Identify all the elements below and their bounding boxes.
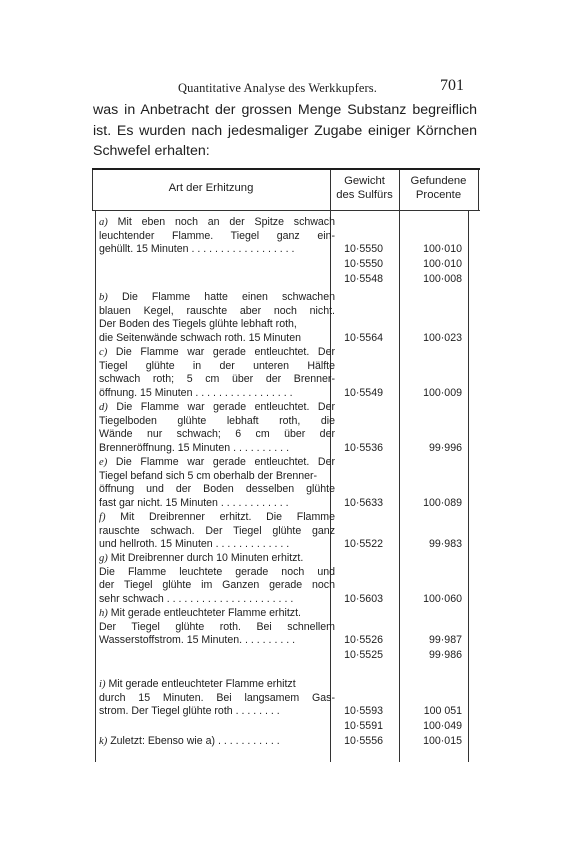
percent-value: 100·060 [423, 593, 462, 605]
row-text-line: sehr schwach . . . . . . . . . . . . . . . . . . . . . . [99, 592, 294, 605]
table-left-border-body [95, 210, 96, 762]
weight-value: 10·5522 [344, 538, 383, 550]
weight-value: 10·5550 [344, 258, 383, 270]
percent-value: 100·010 [423, 258, 462, 270]
row-text-line: und hellroth. 15 Minuten . . . . . . . . . . . . . [99, 538, 290, 551]
percent-value: 100·023 [423, 332, 462, 344]
row-text-line: schwach roth; 5 cm über der Brenner- [99, 373, 335, 386]
table-right-border [478, 170, 479, 210]
row-text: Mit Dreibrenner durch 10 Minuten erhitzt. [110, 552, 304, 564]
weight-value: 10·5564 [344, 332, 383, 344]
row-text: Mit gerade entleuchteter Flamme erhitzt [108, 678, 296, 690]
row-text: Mit gerade entleuchteter Flamme erhitzt. [110, 607, 301, 619]
weight-value: 10·5556 [344, 735, 383, 747]
row-text: Zuletzt: Ebenso wie a) . . . . . . . . . . . [110, 735, 280, 747]
intro-line: Schwefel erhalten: [93, 143, 210, 159]
column-header-weight-line1: Gewicht [344, 175, 385, 187]
percent-value: 100 051 [423, 705, 462, 717]
row-label: d) [99, 402, 108, 413]
row-label: e) [99, 457, 108, 468]
row-text-line: Wände nur schwach; 6 cm über der [99, 428, 335, 441]
row-text-line: rauschte schwach. Der Tiegel glühte ganz [99, 524, 335, 537]
weight-value: 10·5593 [344, 705, 383, 717]
row-text-line: Tiegelboden glühte lebhaft roth, die [99, 414, 335, 427]
intro-line: was in Anbetracht der grossen Menge Substanz begreiflich [93, 102, 477, 118]
weight-value: 10·5548 [344, 273, 383, 285]
running-title: Quantitative Analyse des Werkkupfers. [178, 81, 377, 95]
intro-line: ist. Es wurden nach jedesmaliger Zugabe einiger Körnchen [93, 122, 477, 139]
row-text-line: Tiegel befand sich 5 cm oberhalb der Brenner- [99, 469, 318, 482]
weight-value: 10·5526 [344, 634, 383, 646]
weight-value: 10·5525 [344, 649, 383, 661]
column-header-percent [399, 175, 478, 202]
table-row-a [99, 216, 335, 257]
row-text-line: der Tiegel glühte im Ganzen gerade noch [99, 579, 335, 592]
row-text-line: Tiegel glühte in der unteren Hälfte [99, 359, 335, 372]
column-header-weight-line2: des Sulfürs [336, 188, 393, 201]
weight-value: 10·5549 [344, 387, 383, 399]
percent-value: 100·010 [423, 243, 462, 255]
row-text: Die Flamme war gerade entleuchtet. Der [115, 456, 335, 468]
table-row-c [99, 346, 335, 400]
percent-value: 99·983 [429, 538, 462, 550]
table-right-border-body [468, 210, 469, 762]
percent-value: 99·987 [429, 634, 462, 646]
row-text: Die Flamme war gerade entleuchtet. Der [116, 401, 335, 413]
row-text-line: öffnung. 15 Minuten . . . . . . . . . . . . . . . . . [99, 386, 293, 399]
row-text-line: Der Boden des Tiegels glühte lebhaft roth, [99, 318, 297, 331]
column-header-percent-line1: Gefundene [410, 175, 467, 187]
table-row-i [99, 678, 335, 719]
column-header-heating [92, 182, 330, 196]
row-text-line: öffnung und der Boden desselben glühte [99, 483, 335, 496]
row-text: Die Flamme war gerade entleuchtet. Der [115, 346, 335, 358]
column-divider-2 [399, 170, 400, 762]
intro-paragraph [93, 100, 477, 162]
results-table [92, 170, 480, 762]
page-header [0, 79, 567, 97]
weight-value: 10·5633 [344, 497, 383, 509]
row-label: f) [99, 512, 106, 523]
row-label: i) [99, 679, 106, 690]
percent-value: 99·986 [429, 649, 462, 661]
row-text-line: Brenneröffnung. 15 Minuten . . . . . . . . . . [99, 441, 290, 454]
column-header-heating-label: Art der Erhitzung [168, 182, 254, 194]
row-text: Mit Dreibrenner erhitzt. Die Flamme [120, 511, 335, 523]
row-text-line: Wasserstoffstrom. 15 Minuten. . . . . . . . . . [99, 634, 296, 647]
row-label: b) [99, 292, 108, 303]
row-text-line [99, 456, 335, 470]
page-number: 701 [440, 77, 464, 94]
header-bottom-rule [92, 210, 480, 211]
row-text-line [99, 216, 335, 230]
row-text-line [99, 401, 335, 415]
row-text-line: leuchtender Flamme. Tiegel ganz ein- [99, 229, 335, 242]
row-text-line: die Seitenwände schwach roth. 15 Minuten [99, 331, 301, 344]
row-label: g) [99, 553, 108, 564]
percent-value: 100·015 [423, 735, 462, 747]
weight-value: 10·5603 [344, 593, 383, 605]
row-text-line: Die Flamme leuchtete gerade noch und [99, 565, 335, 578]
row-label: c) [99, 347, 108, 358]
table-row-h [99, 607, 335, 648]
row-text-line [99, 291, 335, 305]
row-text-line [99, 607, 335, 621]
row-text-line: strom. Der Tiegel glühte roth . . . . . . . . [99, 705, 280, 718]
percent-value: 100·089 [423, 497, 462, 509]
table-row-f [99, 511, 335, 552]
row-text-line: durch 15 Minuten. Bei langsamem Gas- [99, 691, 335, 704]
column-header-percent-line2: Procente [415, 188, 462, 201]
weight-value: 10·5550 [344, 243, 383, 255]
percent-value: 99·996 [429, 442, 462, 454]
percent-value: 100·009 [423, 387, 462, 399]
row-text-line [99, 735, 335, 749]
table-row-b [99, 291, 335, 345]
weight-value: 10·5591 [344, 720, 383, 732]
row-text-line [99, 346, 335, 360]
row-text-line [99, 678, 335, 692]
weight-value: 10·5536 [344, 442, 383, 454]
row-text-line: blauen Kegel, rauschte aber noch nicht. [99, 304, 335, 317]
table-row-e [99, 456, 335, 510]
row-label: k) [99, 736, 108, 747]
table-row-g [99, 552, 335, 606]
row-text: Die Flamme hatte einen schwachen [121, 291, 335, 303]
row-text-line: fast gar nicht. 15 Minuten . . . . . . . . . . . . [99, 496, 289, 509]
table-row-d [99, 401, 335, 455]
row-text-line [99, 511, 335, 525]
percent-value: 100·008 [423, 273, 462, 285]
percent-value: 100·049 [423, 720, 462, 732]
row-label: a) [99, 217, 108, 228]
column-header-weight [330, 175, 399, 202]
row-text-line: Der Tiegel glühte roth. Bei schnellem [99, 620, 335, 633]
table-row-k [99, 735, 335, 749]
row-text-line: gehüllt. 15 Minuten . . . . . . . . . . . . . . . . . . [99, 243, 295, 256]
row-text: Mit eben noch an der Spitze schwach [117, 216, 335, 228]
row-label: h) [99, 608, 108, 619]
row-text-line [99, 552, 335, 566]
